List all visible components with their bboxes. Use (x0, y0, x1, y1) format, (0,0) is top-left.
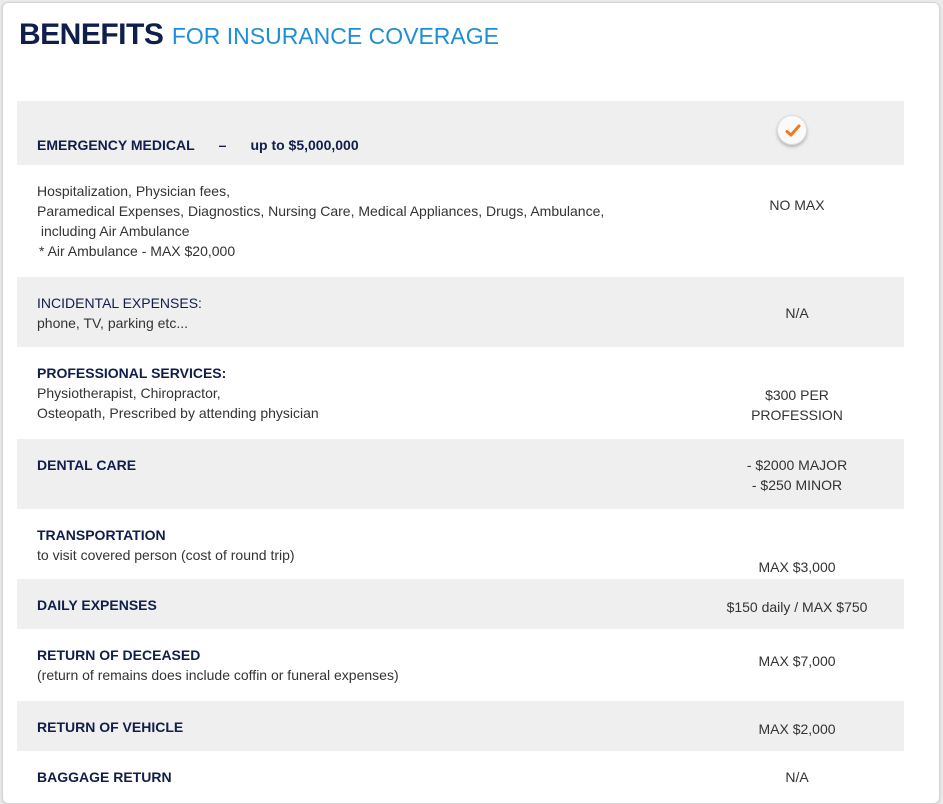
emergency-limit: up to $5,000,000 (250, 137, 359, 153)
benefit-row-medical (17, 165, 904, 277)
incidental-value: N/A (785, 305, 809, 321)
daily-value: $150 daily / MAX $750 (726, 599, 868, 615)
transportation-detail: to visit covered person (cost of round trip) (37, 547, 295, 563)
page-title (19, 18, 499, 52)
vehicle-heading: RETURN OF VEHICLE (37, 719, 184, 735)
dental-value-2: - $250 MINOR (751, 477, 843, 493)
medical-value: NO MAX (769, 197, 825, 213)
incidental-heading: INCIDENTAL EXPENSES: (37, 295, 202, 311)
check-icon (777, 115, 807, 145)
baggage-heading: BAGGAGE RETURN (37, 769, 172, 785)
benefit-row-vehicle (17, 701, 904, 751)
title-subtitle: FOR INSURANCE COVERAGE (171, 23, 499, 49)
professional-detail-1: Physiotherapist, Chiropractor, (37, 385, 221, 401)
emergency-medical-row (17, 101, 904, 165)
title-main: BENEFITS (19, 18, 164, 51)
medical-line-3: including Air Ambulance (37, 223, 190, 239)
transportation-value: MAX $3,000 (758, 559, 836, 575)
benefits-panel (2, 2, 940, 804)
benefit-row-deceased (17, 629, 904, 701)
benefit-row-professional (17, 347, 904, 439)
dental-heading: DENTAL CARE (37, 457, 137, 473)
deceased-value: MAX $7,000 (758, 653, 836, 669)
vehicle-value: MAX $2,000 (758, 721, 836, 737)
benefit-row-incidental (17, 277, 904, 347)
professional-heading: PROFESSIONAL SERVICES: (37, 365, 227, 381)
professional-value-2: PROFESSION (751, 407, 843, 423)
benefit-row-daily (17, 579, 904, 629)
emergency-medical-heading (37, 135, 644, 155)
daily-heading: DAILY EXPENSES (37, 597, 157, 613)
incidental-detail: phone, TV, parking etc... (37, 315, 188, 331)
medical-line-1: Hospitalization, Physician fees, (37, 183, 230, 199)
medical-line-2: Paramedical Expenses, Diagnostics, Nursing Care, Medical Appliances, Drugs, Ambulance, (37, 203, 605, 219)
emergency-dash: – (218, 137, 227, 153)
benefit-row-baggage (17, 751, 904, 803)
medical-line-4: * Air Ambulance - MAX $20,000 (39, 243, 236, 259)
professional-value-1: $300 PER (765, 387, 829, 403)
deceased-detail: (return of remains does include coffin or funeral expenses) (37, 667, 399, 683)
benefit-row-dental (17, 439, 904, 509)
benefit-row-transportation (17, 509, 904, 579)
transportation-heading: TRANSPORTATION (37, 527, 166, 543)
emergency-name: EMERGENCY MEDICAL (37, 137, 195, 153)
dental-value-1: - $2000 MAJOR (746, 457, 848, 473)
deceased-heading: RETURN OF DECEASED (37, 647, 201, 663)
professional-detail-2: Osteopath, Prescribed by attending physician (37, 405, 319, 421)
baggage-value: N/A (785, 769, 809, 785)
